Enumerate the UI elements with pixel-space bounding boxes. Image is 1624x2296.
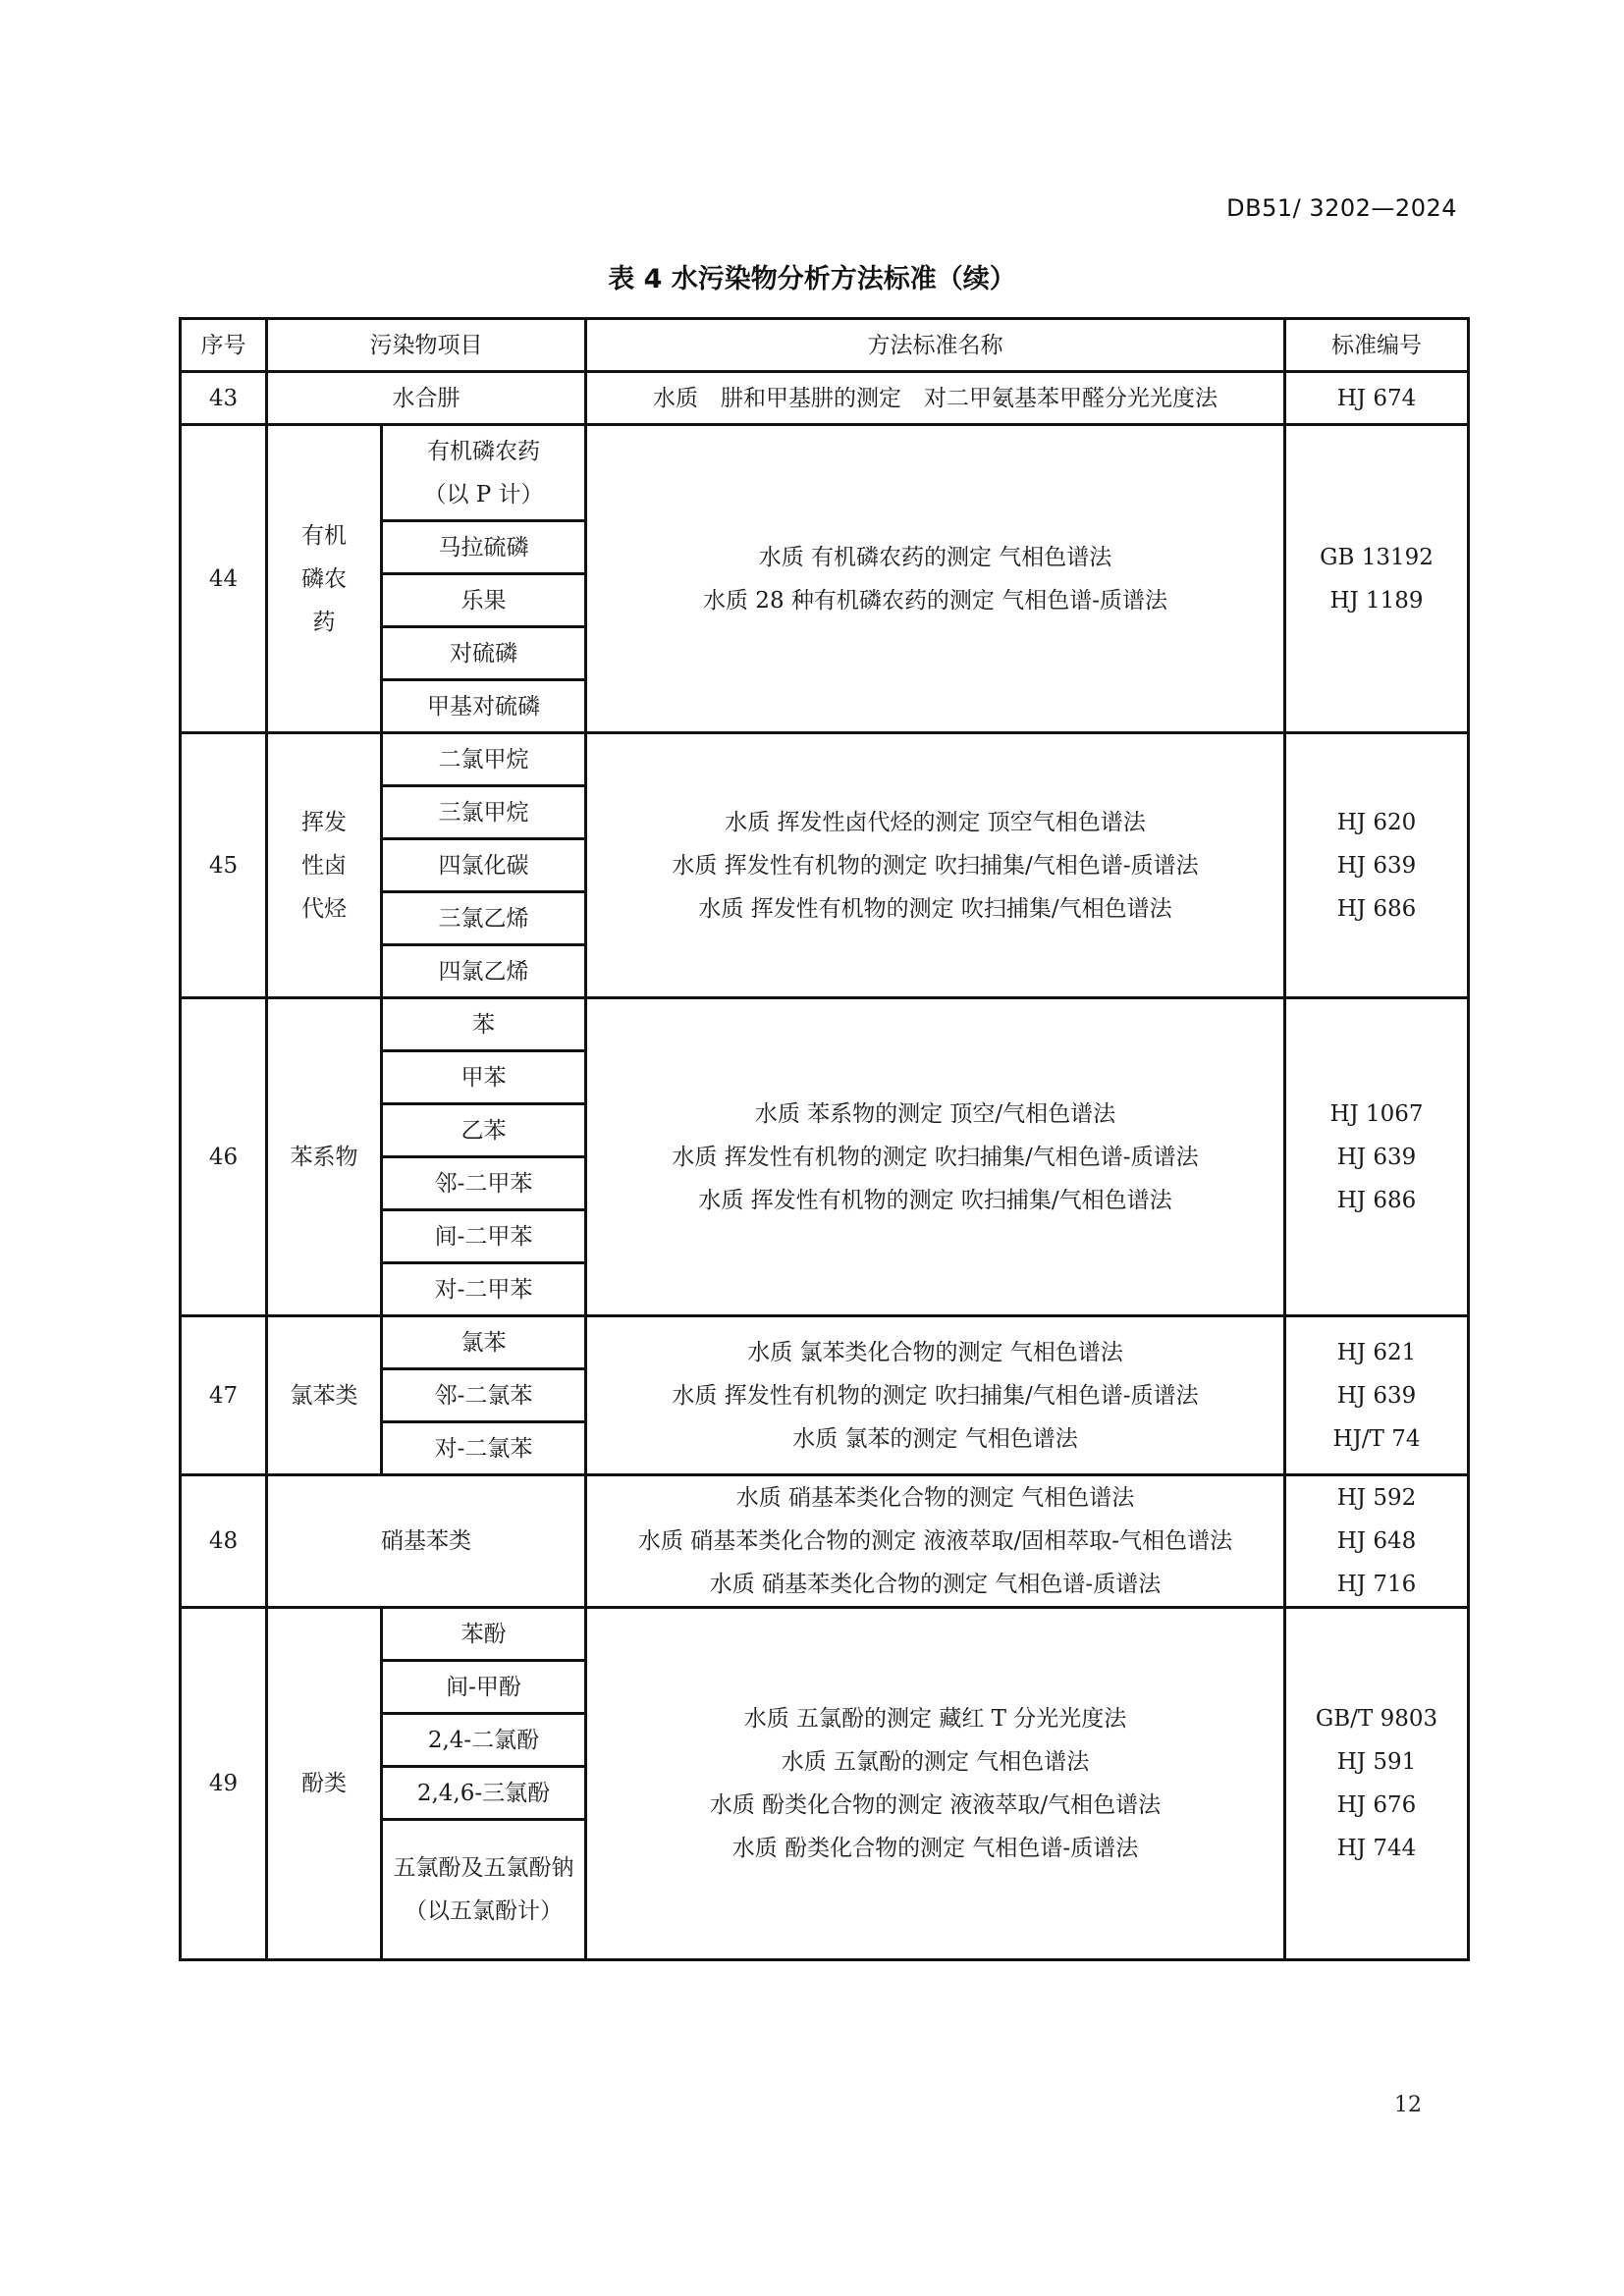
sub-item: 间-二甲苯 xyxy=(382,1210,586,1263)
standard-codes: HJ 620 HJ 639 HJ 686 xyxy=(1285,733,1469,998)
table-row xyxy=(181,733,1469,786)
method-names: 水质 挥发性卤代烃的测定 顶空气相色谱法 水质 挥发性有机物的测定 吹扫捕集/气相色谱-质谱法 水质 挥发性有机物的测定 吹扫捕集/气相色谱法 xyxy=(586,733,1285,998)
sub-item: 二氯甲烷 xyxy=(382,733,586,786)
method-names: 水质 苯系物的测定 顶空/气相色谱法 水质 挥发性有机物的测定 吹扫捕集/气相色谱-质谱法 水质 挥发性有机物的测定 吹扫捕集/气相色谱法 xyxy=(586,998,1285,1316)
method-names: 水质 硝基苯类化合物的测定 气相色谱法 水质 硝基苯类化合物的测定 液液萃取/固相萃取-气相色谱法 水质 硝基苯类化合物的测定 气相色谱-质谱法 xyxy=(586,1475,1285,1608)
col-header-pollutant: 污染物项目 xyxy=(267,319,586,372)
sub-item: 三氯甲烷 xyxy=(382,786,586,839)
method-names: 水质 氯苯类化合物的测定 气相色谱法 水质 挥发性有机物的测定 吹扫捕集/气相色谱-质谱法 水质 氯苯的测定 气相色谱法 xyxy=(586,1316,1285,1475)
standard-codes: GB 13192 HJ 1189 xyxy=(1285,425,1469,733)
sub-item: 邻-二氯苯 xyxy=(382,1369,586,1422)
col-header-method: 方法标准名称 xyxy=(586,319,1285,372)
sub-item: 对硫磷 xyxy=(382,627,586,680)
analysis-method-table xyxy=(179,317,1470,1961)
sub-item: 对-二甲苯 xyxy=(382,1263,586,1316)
table-row xyxy=(181,1316,1469,1369)
sub-item: 苯 xyxy=(382,998,586,1051)
page-number: 12 xyxy=(1394,2093,1422,2117)
standard-codes: HJ 592 HJ 648 HJ 716 xyxy=(1285,1475,1469,1608)
sub-item: 有机磷农药（以 P 计） xyxy=(382,425,586,521)
sub-item: 五氯酚及五氯酚钠（以五氯酚计） xyxy=(382,1820,586,1960)
col-header-no: 序号 xyxy=(181,319,267,372)
pollutant-name: 水合肼 xyxy=(267,372,586,425)
row-number: 48 xyxy=(181,1475,267,1608)
table-row xyxy=(181,372,1469,425)
row-number: 49 xyxy=(181,1608,267,1960)
table-row xyxy=(181,425,1469,521)
method-names: 水质 五氯酚的测定 藏红 T 分光光度法 水质 五氯酚的测定 气相色谱法 水质 酚类化合物的测定 液液萃取/气相色谱法 水质 酚类化合物的测定 气相色谱-质谱法 xyxy=(586,1608,1285,1960)
row-number: 44 xyxy=(181,425,267,733)
col-header-code: 标准编号 xyxy=(1285,319,1469,372)
sub-item: 对-二氯苯 xyxy=(382,1422,586,1475)
sub-item: 2,4-二氯酚 xyxy=(382,1714,586,1767)
sub-item: 马拉硫磷 xyxy=(382,521,586,574)
sub-item: 三氯乙烯 xyxy=(382,892,586,945)
standard-codes: GB/T 9803 HJ 591 HJ 676 HJ 744 xyxy=(1285,1608,1469,1960)
row-number: 46 xyxy=(181,998,267,1316)
sub-item: 甲基对硫磷 xyxy=(382,680,586,733)
standard-codes: HJ 621 HJ 639 HJ/T 74 xyxy=(1285,1316,1469,1475)
table-row xyxy=(181,1475,1469,1608)
sub-item: 四氯化碳 xyxy=(382,839,586,892)
sub-item: 乐果 xyxy=(382,574,586,627)
method-name: 水质 肼和甲基肼的测定 对二甲氨基苯甲醛分光光度法 xyxy=(586,372,1285,425)
sub-item: 氯苯 xyxy=(382,1316,586,1369)
table-title: 表 4 水污染物分析方法标准（续） xyxy=(608,264,1016,294)
sub-item: 苯酚 xyxy=(382,1608,586,1661)
sub-item: 四氯乙烯 xyxy=(382,945,586,998)
table-row xyxy=(181,1608,1469,1661)
standard-code: HJ 674 xyxy=(1285,372,1469,425)
pollutant-name: 硝基苯类 xyxy=(267,1475,586,1608)
row-number: 43 xyxy=(181,372,267,425)
pollutant-name: 氯苯类 xyxy=(267,1316,382,1475)
sub-item: 甲苯 xyxy=(382,1051,586,1104)
sub-item: 间-甲酚 xyxy=(382,1661,586,1714)
sub-item: 乙苯 xyxy=(382,1104,586,1157)
standard-codes: HJ 1067 HJ 639 HJ 686 xyxy=(1285,998,1469,1316)
method-names: 水质 有机磷农药的测定 气相色谱法 水质 28 种有机磷农药的测定 气相色谱-质谱法 xyxy=(586,425,1285,733)
pollutant-name: 挥发 性卤 代烃 xyxy=(267,733,382,998)
sub-item: 2,4,6-三氯酚 xyxy=(382,1767,586,1820)
row-number: 45 xyxy=(181,733,267,998)
document-code: DB51/ 3202—2024 xyxy=(1226,194,1457,222)
pollutant-name: 酚类 xyxy=(267,1608,382,1960)
row-number: 47 xyxy=(181,1316,267,1475)
sub-item: 邻-二甲苯 xyxy=(382,1157,586,1210)
table-header-row xyxy=(181,319,1469,372)
pollutant-name: 有机 磷农 药 xyxy=(267,425,382,733)
pollutant-name: 苯系物 xyxy=(267,998,382,1316)
table-row xyxy=(181,998,1469,1051)
